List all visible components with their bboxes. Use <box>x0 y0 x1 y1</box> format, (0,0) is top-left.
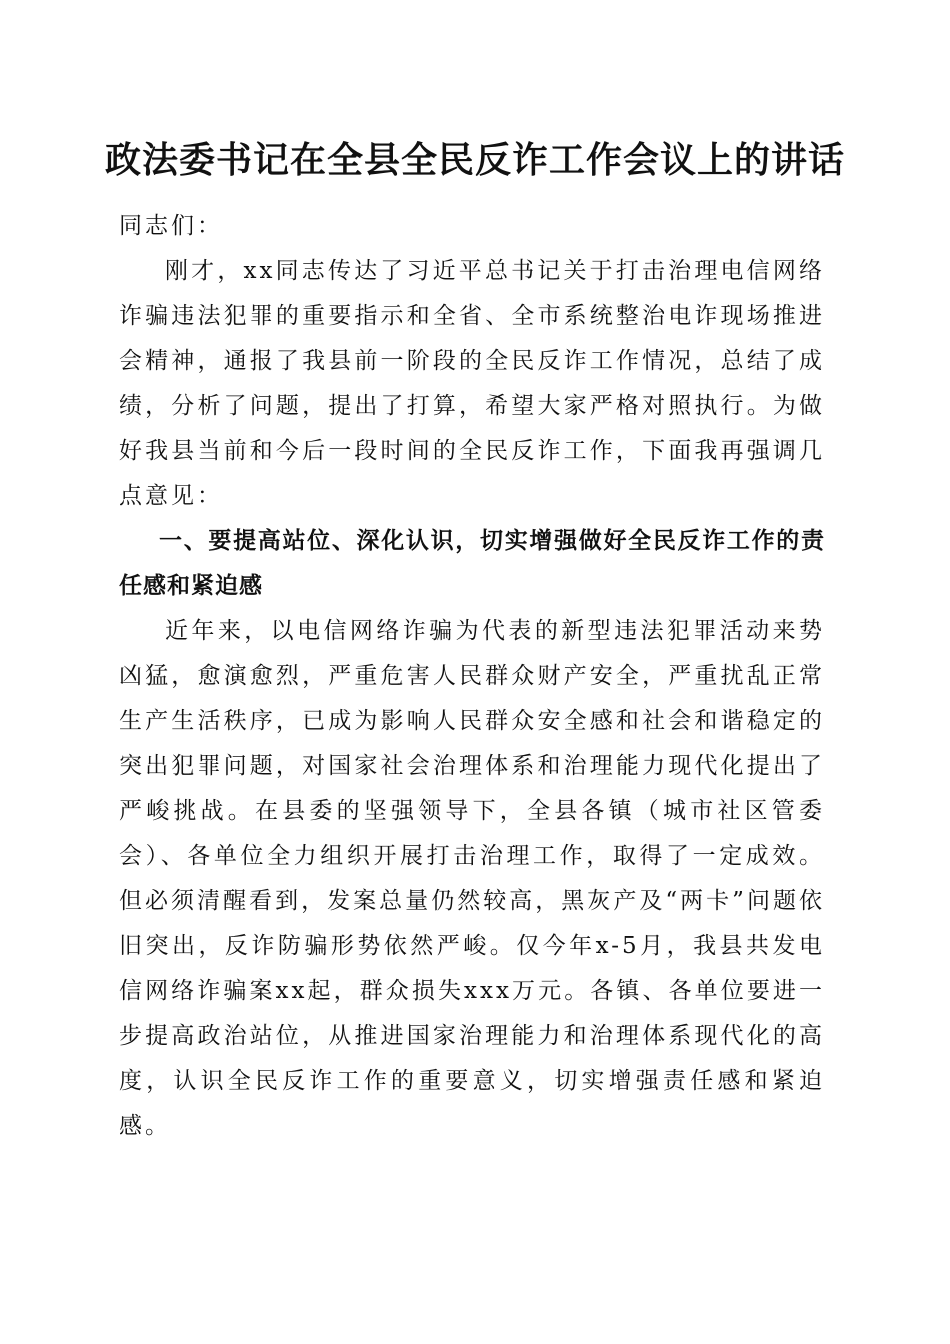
section-paragraph-1: 近年来，以电信网络诈骗为代表的新型违法犯罪活动来势凶猛，愈演愈烈，严重危害人民群众财产安全，严重扰乱正常生产生活秩序，已成为影响人民群众安全感和社会和谐稳定的突出犯罪问题，对国家社会治理体系和治理能力现代化提出了严峻挑战。在县委的坚强领导下，全县各镇（城市社区管委会）、各单位全力组织开展打击治理工作，取得了一定成效。但必须清醒看到，发案总量仍然较高，黑灰产及“两卡”问题依旧突出，反诈防骗形势依然严峻。仅今年x-5月，我县共发电信网络诈骗案xx起，群众损失xxx万元。各镇、各单位要进一步提高政治站位，从推进国家治理能力和治理体系现代化的高度，认识全民反诈工作的重要意义，切实增强责任感和紧迫感。 <box>119 618 825 1139</box>
section-heading-1: 一、要提高站位、深化认识，切实增强做好全民反诈工作的责任感和紧迫感 <box>119 528 825 599</box>
intro-paragraph: 刚才，xx同志传达了习近平总书记关于打击治理电信网络诈骗违法犯罪的重要指示和全省、全市系统整治电诈现场推进会精神，通报了我县前一阶段的全民反诈工作情况，总结了成绩，分析了问题，提出了打算，希望大家严格对照执行。为做好我县当前和今后一段时间的全民反诈工作，下面我再强调几点意见： <box>119 258 825 509</box>
document-body <box>119 204 825 1149</box>
document-title: 政法委书记在全县全民反诈工作会议上的讲话 <box>104 139 845 181</box>
salutation: 同志们： <box>119 213 223 239</box>
